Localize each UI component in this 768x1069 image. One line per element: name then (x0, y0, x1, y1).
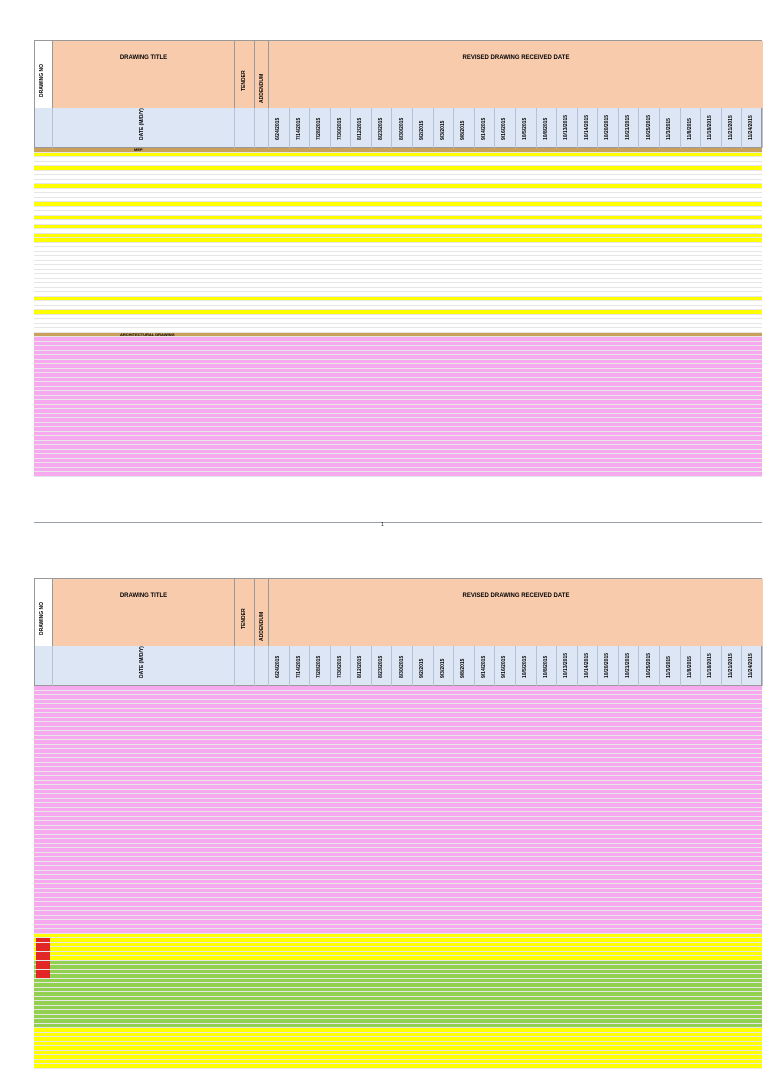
date-label: 9/3/2015 (439, 120, 446, 140)
date-label: 10/21/2015 (624, 652, 631, 678)
page-marker: 1 (381, 522, 384, 528)
date-label: 11/3/2015 (666, 656, 673, 678)
table-row (34, 472, 762, 477)
tender-header-2 (235, 579, 255, 647)
tender-date-cell-2 (235, 646, 255, 686)
date-label: 9/14/2015 (480, 117, 487, 140)
date-column (290, 646, 311, 686)
drawing-no-label-2: DRAWING NO (39, 601, 45, 635)
date-column (331, 108, 352, 148)
rows-1b (34, 337, 762, 477)
date-column (742, 646, 763, 686)
revised-date-header (269, 41, 763, 109)
date-label: 9/8/2015 (460, 120, 467, 140)
date-column (434, 108, 455, 148)
date-label: 11/18/2015 (707, 653, 714, 678)
date-label: 11/24/2015 (748, 653, 755, 678)
status-marker (36, 947, 50, 951)
date-column (598, 646, 619, 686)
date-row-left (35, 108, 53, 148)
date-label-cell-2 (53, 646, 235, 686)
date-column (722, 108, 743, 148)
date-label-cell (53, 108, 235, 148)
sheet-2-rows (34, 686, 762, 1069)
revised-date-label-2: REVISED DRAWING RECEIVED DATE (462, 593, 570, 599)
status-marker (36, 974, 50, 978)
date-label: 9/3/2015 (439, 658, 446, 678)
date-column (516, 646, 537, 686)
date-column (681, 646, 702, 686)
date-label: 7/28/2015 (316, 655, 323, 678)
date-label: 8/30/2015 (398, 655, 405, 678)
date-label: 10/14/2015 (583, 652, 590, 678)
date-label: 9/2/2015 (419, 658, 426, 678)
date-column (413, 646, 434, 686)
date-column (557, 646, 578, 686)
date-column (701, 646, 722, 686)
date-column (372, 646, 393, 686)
date-label: 9/16/2015 (501, 655, 508, 678)
date-label: 10/5/2015 (522, 117, 528, 140)
rows-2 (34, 686, 762, 1069)
date-label: 10/5/2015 (522, 655, 528, 678)
table-row (34, 974, 762, 979)
tender-label-2: TENDER (241, 608, 247, 629)
section-mep-label: MEP (134, 147, 143, 152)
date-label: 8/23/2015 (377, 655, 384, 678)
section-architectural-label: ARCHITECTURAL DRAWING (120, 331, 175, 337)
date-label: 10/13/2015 (563, 652, 570, 678)
addendum-label-2: ADDENDUM (259, 611, 265, 641)
date-column (310, 646, 331, 686)
date-column (619, 646, 640, 686)
date-column (660, 646, 681, 686)
date-column (578, 108, 599, 148)
tender-date-cell (235, 108, 255, 148)
status-marker (36, 961, 50, 965)
date-label: DATE (M/D/Y) (139, 108, 145, 140)
date-label: 7/30/2015 (336, 117, 343, 140)
addendum-header-2 (255, 579, 269, 647)
date-column (393, 108, 414, 148)
revised-date-label: REVISED DRAWING RECEIVED DATE (462, 55, 570, 61)
date-column (578, 646, 599, 686)
date-column (495, 108, 516, 148)
date-column (454, 646, 475, 686)
tender-header (235, 41, 255, 109)
date-label: 10/14/2015 (583, 114, 590, 140)
date-label: 11/18/2015 (707, 115, 714, 140)
date-label: 11/8/2015 (686, 118, 693, 140)
sheet-2-header (34, 578, 762, 646)
drawing-title-label-2: DRAWING TITLE (119, 593, 168, 599)
drawing-title-header-2 (53, 579, 235, 647)
date-label: 10/25/2015 (645, 652, 652, 678)
date-column (557, 108, 578, 148)
date-column (619, 108, 640, 148)
date-row (34, 108, 762, 148)
date-column (393, 646, 414, 686)
date-column (475, 108, 496, 148)
date-label: 7/14/2015 (295, 117, 302, 140)
date-label: 6/24/2015 (275, 117, 281, 140)
drawing-title-header (53, 41, 235, 109)
date-column (290, 108, 311, 148)
drawing-no-header (35, 41, 53, 109)
table-row (34, 1064, 762, 1069)
date-column (269, 646, 290, 686)
sheet-1-rows (34, 148, 762, 477)
status-marker (36, 952, 50, 956)
date-label: 11/21/2015 (727, 653, 734, 678)
date-column (598, 108, 619, 148)
revised-date-header-2 (269, 579, 763, 647)
tender-label: TENDER (241, 70, 247, 91)
date-column (701, 108, 722, 148)
date-label: 10/25/2015 (645, 114, 652, 140)
date-column (331, 646, 352, 686)
date-label: 8/12/2015 (357, 655, 364, 678)
date-column (537, 108, 558, 148)
date-column (640, 108, 661, 148)
date-label: 9/14/2015 (480, 655, 487, 678)
date-column (475, 646, 496, 686)
section-architectural (34, 333, 762, 338)
date-column (742, 108, 763, 148)
date-label-2: DATE (M/D/Y) (139, 646, 145, 678)
date-label: 7/28/2015 (316, 117, 323, 140)
date-column (516, 108, 537, 148)
date-label: 11/8/2015 (686, 656, 693, 678)
addendum-header (255, 41, 269, 109)
date-label: 9/8/2015 (460, 658, 467, 678)
status-marker (36, 938, 50, 942)
date-column (351, 108, 372, 148)
date-label: 10/21/2015 (624, 114, 631, 140)
status-marker (36, 965, 50, 969)
drawing-title-label: DRAWING TITLE (119, 55, 168, 61)
date-column (722, 646, 743, 686)
addendum-label: ADDENDUM (259, 73, 265, 103)
date-label: 10/13/2015 (563, 114, 570, 140)
drawing-no-label: DRAWING NO (39, 63, 45, 97)
date-column (640, 646, 661, 686)
date-label: 10/20/2015 (604, 652, 611, 678)
date-column (413, 108, 434, 148)
date-column (495, 646, 516, 686)
date-row-left-2 (35, 646, 53, 686)
date-label: 11/21/2015 (727, 115, 734, 140)
status-marker (36, 943, 50, 947)
date-label: 8/12/2015 (357, 117, 364, 140)
addendum-date-cell-2 (255, 646, 269, 686)
section-mep (34, 148, 762, 153)
date-column (681, 108, 702, 148)
rows-1a (34, 153, 762, 333)
date-column (537, 646, 558, 686)
date-column (454, 108, 475, 148)
date-label: 8/30/2015 (398, 117, 405, 140)
date-label: 9/16/2015 (501, 117, 508, 140)
date-label: 9/2/2015 (419, 120, 426, 140)
date-row-2 (34, 646, 762, 686)
addendum-date-cell (255, 108, 269, 148)
status-marker (36, 970, 50, 974)
date-column (351, 646, 372, 686)
date-column (372, 108, 393, 148)
sheet-1-header (34, 40, 762, 108)
date-label: 11/24/2015 (748, 115, 755, 140)
date-column (660, 108, 681, 148)
date-label: 7/30/2015 (336, 655, 343, 678)
drawing-no-header-2 (35, 579, 53, 647)
page-separator (34, 522, 762, 523)
date-label: 11/3/2015 (666, 118, 673, 140)
date-label: 10/8/2015 (542, 117, 549, 140)
date-label: 10/8/2015 (542, 655, 549, 678)
date-column (269, 108, 290, 148)
date-column (434, 646, 455, 686)
date-label: 6/24/2015 (275, 655, 281, 678)
date-column (310, 108, 331, 148)
status-marker (36, 956, 50, 960)
date-label: 10/20/2015 (604, 114, 611, 140)
date-label: 7/14/2015 (295, 655, 302, 678)
date-label: 8/23/2015 (377, 117, 384, 140)
